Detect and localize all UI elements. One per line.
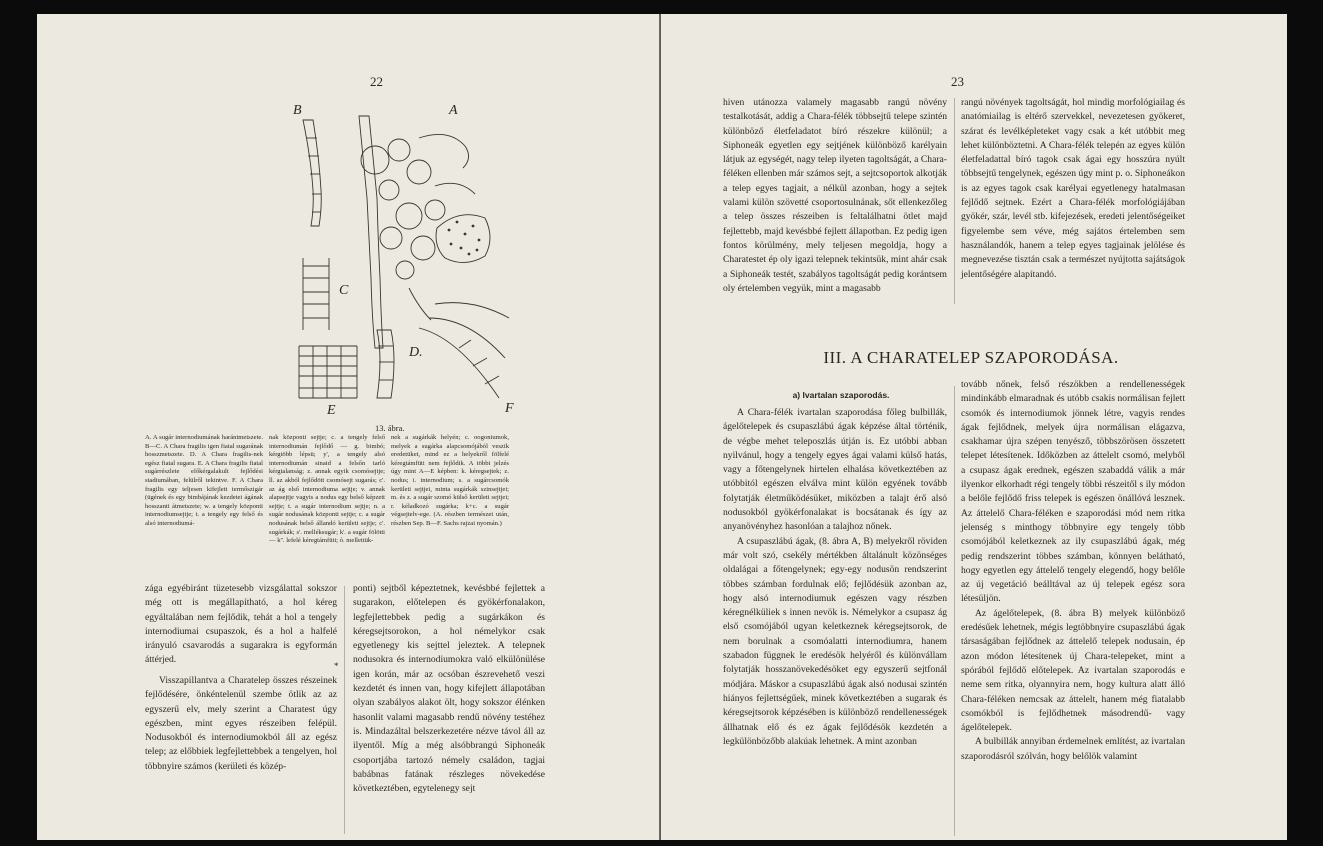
- section-mark: *: [334, 661, 339, 671]
- figure-caption-col2: nak központi sejtje; c. a tengely felső internodiumán fejlődő — g. bimbó; kérgtöbb lépsü; y', a tengely alsó internodiumán sinaid a felsőn tarló kérgtalanság; z. annak egyik csomósejtje; ll. az akból fejlődött csomósejt sugarás; c'. az ág első internodiuma sejtje; v. annak alapsejtje vagyis a nodus egy belső képzett sejtje; t. a sugár internodium sejtje; n. a sugár nodusának központi sejtje; c. a sugár nodusának belső állandó kerületi sejtje; c'. sugárkák; s'. melléksugár; k'. a sugár fölötti — k''. lefelé kéregtámfüti; ó. mellettük-: [269, 434, 385, 545]
- section-heading: III. A CHARATELEP SZAPORODÁSA.: [823, 348, 1119, 367]
- page-number: 22: [370, 74, 383, 89]
- paragraph: A bulbillák annyiban érdemelnek említést, az ivartalan szaporodásról szólván, hogy belőlök valamint: [961, 736, 1185, 762]
- top-column-1: [723, 96, 947, 296]
- right-page: [661, 14, 1287, 840]
- botanical-figure: [259, 98, 523, 416]
- column-rule: [954, 98, 955, 304]
- paragraph: zága egyébiránt tüzetesebb vizsgálattal sokszor még ott is megállapítható, a hol kéreg egyáltalában nem fejlődik, tehát a hol a tengely internodiumai csupaszok, és a hol a halfelé irányuló csavarodás a sugarakra is egyformán áttérjed.: [145, 583, 337, 666]
- figure-caption-number: 13. ábra.: [375, 423, 405, 433]
- figure-label-a: A: [449, 103, 458, 118]
- top-column-2: [961, 96, 1185, 282]
- figure-label-d: D.: [409, 345, 423, 360]
- body-column-1: [145, 582, 337, 668]
- bottom-column-1: [723, 406, 947, 749]
- paragraph: A Chara-félék ivartalan szaporodása főleg bulbillák, ágelőtelepek és csupaszlábú ágak képzése által történik, de végbe mehet teleposzlás útján is. Ez utóbbi abban nyilvánul, hogy a tengely egyes ágai valami külső hatás, vagy a főtengelynek hirtelen elhalása következtében az utóbbitól egészen elválva mint külön egyének tovább folytatják életműködésüket, miközben a talajt érő alsó nodusokból gyökérfonalakat is bocsátanak és így az anyanövényhez hasonlóan a talajhoz nőnek.: [723, 407, 947, 533]
- column-rule: [954, 386, 955, 836]
- figure-label-f: F: [505, 401, 514, 416]
- body-column-2: [353, 582, 545, 796]
- body-column-1-continued: [145, 674, 337, 774]
- figure-label-b: B: [293, 103, 302, 118]
- figure-caption-col1: A. A sugár internodiumának harántmetszete. B—C. A Chara fragilis igen fiatal sugarának hosszmetszete. D. A Chara fragilis-nek egész fiatal sugara. E. A Chara fragilis fiatal sugárrészlete előkérgalakult fejlődési stadiumában, felülről tekintve. F. A Chara fragilis egy teljesen kifejlett termőszigár (ügének és egy bimbájának kezdetei ágának hosszanti átmetszete; w. a tengely központi internodiumsejtje; t. a tengely egy felső és alsó internodiumá-: [145, 434, 263, 527]
- paragraph: rangú növények tagoltságát, hol mindig morfológiailag és anatómiailag is eltérő szervekkel, nevezetesen gyökeret, szárat és levélképleteket vagy csak a két utóbbit meg lehet különböztetni. A Chara-félék telepén az egyes külön életfeladattal bíró tagok csak ágai egy hosszúra nyúlt többsejtű tengelynek, egészen úgy mint p. o. Siphoneákon is az egyes tagok csak karélyai egyetlenegy hatalmasan fejlődő sejtnek. Ezért a Chara-félék morfológiájában gyökér, szár, levél stb. kifejezések, eredeti jelentőségeiket figyelembe sem véve, még sajátos értelemben sem használandók, hanem a telep egyes tagjainak jelölése és megnevezése tisztán csak a természet nyújtotta sajátságok jelentőségére alapítandó.: [961, 97, 1185, 280]
- paragraph: hiven utánozza valamely magasabb rangú növény testalkotását, addig a Chara-félék többsejtű telepe szintén különböző életfeladatot bíró részekre különül; a Siphoneák egyetlen egy sejtjének különböző karélyain látjuk az egységét, nagy telep ilyeten tagoltságát, a Chara-féléken ellenben már számos sejt, a sejtcsoportok alkotják a telep egyes tagjait, a nélkül azonban, hogy a sejtek valami külön szövetté csoportosulnának, sőt ellenkezőleg a telep összes részeiben is feltalálhatni ötlet majd fejlettebb, majd kevésbbé fejlett állapotban. Ez pedig igen fontos körülmény, mely teljesen megoldja, hogy a Charatestet ép oly igazi telepnek tekintsük, mint ahár csak a Siphoneák testét, szabályos tagoltságát pedig korántsem oly értelemben vegyük, mint a magasabb: [723, 97, 947, 294]
- paragraph: Visszapillantva a Charatelep összes részeinek fejlődésére, önkéntelenül szembe ötlik az az egyszerű elv, mely szerint a Charatest úgy egészben, mint egyes részeiben felépül. Nodusokból és internodiumokból áll az egész telep; az előbbiek legfejlettebbek a tengelyen, hol többnyire számos (kerületi és közép-: [145, 675, 337, 772]
- figure-caption-col3: nek a sugárkák helyén; c. oogoniumok, melyek a sugárka alapcsomójából veszik eredetüket, mind ez a helyekről fölfelé kéregtámfüti nem fejlődik. A többi jelzés úgy mint A—E képben: k. kéregsejtek; z. nodus; i. internodium; s. a sugárcsomók kerületi sejtjei, minta sugárkák szinsejtjei; m. és z. a sugár szomó külső kerületi sejtjei; r. kéladkozó sugárka; k+c. a sugár végsejtelv-ege. (A. részben természet után, részben Sep. B—F. Sachs rajzai nyomán.): [391, 434, 509, 527]
- paragraph: Az ágelőtelepek, (8. ábra B) melyek különböző eredésűek lehetnek, mégis legtöbbnyire csupaszlábú ágak társaságában fejlődnek az áttelelő telepek nodusain, ép azon módon létesítenek új Chara-telepeket, mint a spórából fejlődő előtelepek. Az ivartalan szaporodás e neme sem ritka, olyannyira nem, hogy kultura alatt álló Chara-féléken nemcsak az áttelelt, hanem még fiatalabb csomókból is fejlődhetnek másodrendű- vagy ágelőtelepek.: [961, 607, 1185, 734]
- subsection-heading: a) Ivartalan szaporodás.: [792, 390, 890, 400]
- paragraph: ponti) sejtből képeztetnek, kevésbbé fejlettek a sugarakon, előtelepen és gyökérfonalakon, legfejlettebbek pedig a sugárkákon és kéregsejtsorokon, a hol némelykor csak egyetlenegy kis sejttel jeleztek. A telepnek nodusokra és internodiumokra való elkülönülése igen korán, már az ocsóban észrevehető veszi kezdetét és innen van, hogy kifejlett állapotában olyan szabályos alakot ölt, hogy sokszor élénken hasonlít valami magasabb rendű növény testéhez is. Mindazáltal belszerkezetére nézve távol áll az ilyentől. Míg a még alsóbbrangú Siphoneák csoportjába tartozó némely családon, tagjai babábnas fatának részleges növekedése következtében, egytelenegy sejt: [353, 583, 545, 795]
- figure-label-c: C: [339, 283, 349, 298]
- page-number: 23: [951, 74, 964, 89]
- figure-label-e: E: [327, 403, 336, 416]
- column-rule: [344, 586, 345, 834]
- bottom-column-2: [961, 378, 1185, 764]
- left-page: [37, 14, 659, 840]
- paragraph: A csupaszlábú ágak, (8. ábra A, B) melyekről röviden már volt szó, csekély mértékben általánult közönséges oldalágai a főtengelynek; egy-egy nodusön rendszerint többes számban fordulnak elő; fejlődésük azonban az, hogy alsó internodiumuk egészen vagy részben kéregnélküliek s innen nevök is. Némelykor a csupasz ág első csomójából ugyan keletkeznek kéregsejtsorok, de nem borulnak a csomóalatti internodiumra, hanem szabadon függnek le eredésök helyéről és különvállam folytatják hosszanövekedésöket egy egyszerű sejtfonál módjára. Máskor a csupaszlábú ágak alsó nodusai szintén hiányos fejlettségűek, minek következtében a sugarak és kéregsejtsorok képzésében is különböző rendellenességek állhatnak elő és ez ágak fejlődésök kezdetén a legkülönbözőbb alakúak lehetnek. A mint azonban: [723, 535, 947, 747]
- paragraph: tovább nőnek, felső részökben a rendellenességek mindinkább elmaradnak és utóbb csakis normálisan fejlett csomók és internodiumok jönnek létre, vagyis rendes ágak fejlődnek, melyek újra normálisan elágazva, csakhamar újra szépen tenyésző, többszörösen összetett telepet létesítenek. Időközben az áttelelt csomó, melyből a csupasz ágak erednek, egészen szabaddá válik a már ilyenkor elkorhadt régi tengely többi részeitől s ily módon a belőle fejlődő friss telepek is egészen önállóvá lesznek. Az áttelelő Chara-féléken e szaporodási mód nem ritka jelenség s minthogy többnyire egy tengely több csomójából keletkeznek az ily csupaszlábú ágak, még pedig rendszerint többes számban, könnyen belátható, hogy egyetlen egy áttelelő tengely elegendő, hogy belőle az új vegetáció beálltával az új telepek egész sora létesüljön.: [961, 379, 1185, 605]
